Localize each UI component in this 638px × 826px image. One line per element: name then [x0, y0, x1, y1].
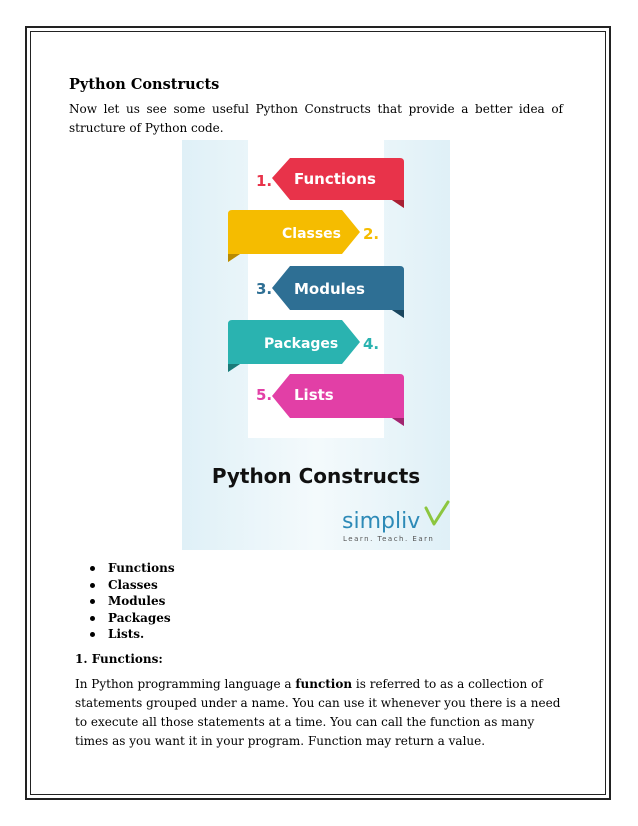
infographic-title: Python Constructs	[211, 464, 421, 488]
infographic-svg	[182, 140, 450, 550]
label-modules: Modules	[294, 280, 365, 298]
para-text-after: is referred to as a collection of statements grouped under a name. You can use it whenever you there is a need to execute all those statements at a time. You can call the function as many times as you want it in your program. Function may return a value.	[75, 677, 561, 748]
bullet-icon	[90, 566, 95, 571]
num-lists: 5.	[256, 386, 273, 404]
label-packages: Packages	[264, 336, 339, 352]
list-item-label: Classes	[108, 577, 158, 592]
num-functions: 1.	[256, 172, 273, 190]
list-item	[90, 577, 175, 594]
list-item	[90, 560, 175, 577]
label-lists: Lists	[294, 386, 334, 404]
bullet-icon	[90, 632, 95, 637]
simpliv-tagline: Learn. Teach. Earn	[343, 535, 435, 543]
num-classes: 2.	[363, 225, 380, 243]
para-bold-term: function	[295, 677, 353, 691]
bullet-icon	[90, 599, 95, 604]
constructs-bullet-list	[90, 560, 175, 643]
label-functions: Functions	[294, 170, 376, 188]
python-constructs-infographic	[182, 140, 450, 550]
para-text-before: In Python programming language a	[75, 677, 296, 691]
list-item	[90, 593, 175, 610]
functions-paragraph	[75, 675, 565, 751]
label-classes: Classes	[282, 226, 342, 242]
section-heading-functions: 1. Functions:	[75, 652, 163, 666]
page-heading: Python Constructs	[69, 76, 220, 93]
bullet-icon	[90, 616, 95, 621]
list-item-label: Lists.	[108, 627, 145, 642]
simpliv-logo-text: simpliv	[342, 509, 421, 534]
list-item	[90, 610, 175, 627]
num-packages: 4.	[363, 335, 380, 353]
bullet-icon	[90, 583, 95, 588]
list-item-label: Functions	[108, 561, 175, 575]
list-item	[90, 626, 175, 643]
list-item-label: Packages	[108, 610, 171, 625]
intro-paragraph: Now let us see some useful Python Constructs that provide a better idea of structure of Python code.	[69, 102, 563, 135]
list-item-label: Modules	[108, 594, 166, 609]
num-modules: 3.	[256, 280, 273, 298]
